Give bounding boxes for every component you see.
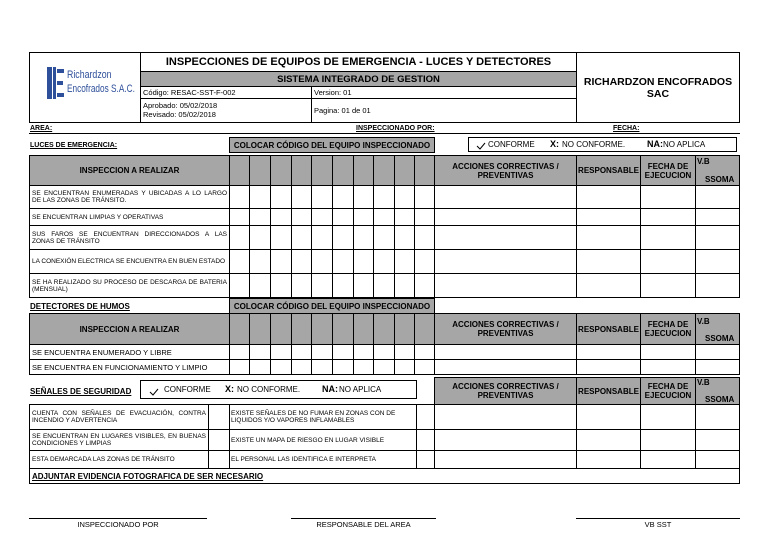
legend-no-conforme: NO CONFORME. [562,140,626,149]
code-header-cell [270,313,292,345]
vb-label: V.B [697,378,710,387]
code-header-cell [311,313,333,345]
code-cell[interactable] [229,344,250,360]
table-row-label: SE ENCUENTRA ENUMERADO Y LIBRE [29,344,230,360]
legend-conforme: CONFORME [488,140,535,149]
evidence-note: ADJUNTAR EVIDENCIA FOTOGRAFICA DE SER NECESARIO [29,468,740,484]
code-cell[interactable] [414,208,435,226]
table-row-label: SE ENCUENTRAN EN LUGARES VISIBLES, EN BUENAS CONDICIONES Y LIMPIAS [29,429,209,451]
acciones-cell[interactable] [434,359,577,375]
code-cell[interactable] [332,344,354,360]
document-code: Código: RESAC-SST-F-002 [140,86,312,99]
senales-header-acciones: ACCIONES CORRECTIVAS / PREVENTIVAS [434,377,577,405]
code-cell[interactable] [311,208,333,226]
code-cell[interactable] [229,249,250,274]
table-row-label: EXISTE SEÑALES DE NO FUMAR EN ZONAS CON DE LIQUIDOS Y/O VAPORES INFLAMABLES [229,404,417,430]
fecha-cell[interactable] [640,249,696,274]
code-cell[interactable] [249,208,271,226]
signature-line-responsable [291,518,436,519]
code-cell[interactable] [353,359,374,375]
responsable-cell[interactable] [576,344,641,360]
legend-na: NA: [647,139,663,149]
responsable-cell[interactable] [576,404,641,430]
code-cell[interactable] [249,185,271,209]
table-row-label: EXISTE UN MAPA DE RIESGO EN LUGAR VISIBLE [229,429,417,451]
code-cell[interactable] [291,185,312,209]
senales-header-vb [695,377,740,405]
code-cell[interactable] [291,273,312,298]
legend-na: NA: [322,384,338,394]
code-cell[interactable] [414,249,435,274]
legend-x: X: [550,139,559,149]
acciones-cell[interactable] [434,249,577,274]
code-header-cell [229,155,250,186]
check-icon [476,142,486,150]
vb-cell[interactable] [695,450,740,469]
table-row-label: CUENTA CON SEÑALES DE EVACUACIÓN, CONTRA INCENDIO Y ADVERTENCIA [29,404,209,430]
code-header-cell [353,313,374,345]
code-cell[interactable] [311,344,333,360]
fecha-cell[interactable] [640,429,696,451]
check-cell[interactable] [208,429,230,451]
code-header-cell [414,155,435,186]
legend-x: X: [225,384,234,394]
code-cell[interactable] [394,225,415,250]
code-cell[interactable] [229,273,250,298]
code-cell[interactable] [353,185,374,209]
code-cell[interactable] [311,249,333,274]
check-cell[interactable] [208,450,230,469]
code-header-cell [249,313,271,345]
code-cell[interactable] [394,273,415,298]
code-cell[interactable] [270,185,292,209]
info-underline [29,133,740,134]
vb-cell[interactable] [695,273,740,298]
company-name [576,52,740,123]
code-cell[interactable] [291,225,312,250]
code-cell[interactable] [332,273,354,298]
company-logo [47,67,135,99]
code-cell[interactable] [249,249,271,274]
ssoma-label: SSOMA [705,175,735,184]
code-cell[interactable] [291,344,312,360]
luces-header-responsable: RESPONSABLE [576,155,641,186]
check-cell[interactable] [416,429,435,451]
logo-text-line2: Encofrados S.A.C. [67,83,135,95]
revised-date: Revisado: 05/02/2018 [143,110,216,119]
table-row-label: SE ENCUENTRA EN FUNCIONAMIENTO Y LIMPIO [29,359,230,375]
table-row-label: SE ENCUENTRAN ENUMERADAS Y UBICADAS A LO LARGO DE LAS ZONAS DE TRÁNSITO. [29,185,230,209]
code-cell[interactable] [353,249,374,274]
code-cell[interactable] [270,208,292,226]
signature-line-vb [576,518,740,519]
check-cell[interactable] [416,450,435,469]
code-cell[interactable] [414,344,435,360]
code-cell[interactable] [394,249,415,274]
code-cell[interactable] [373,249,395,274]
code-cell[interactable] [291,208,312,226]
code-cell[interactable] [311,273,333,298]
logo-text-line1: Richardzon [67,69,112,81]
code-cell[interactable] [332,185,354,209]
code-cell[interactable] [414,359,435,375]
code-header-cell [414,313,435,345]
responsable-cell[interactable] [576,208,641,226]
code-cell[interactable] [414,273,435,298]
vb-cell[interactable] [695,359,740,375]
vb-label: V.B [697,157,710,166]
table-row-label: EL PERSONAL LAS IDENTIFICA E INTERPRETA [229,450,417,469]
code-cell[interactable] [353,208,374,226]
vb-cell[interactable] [695,249,740,274]
detectores-colocar-header: COLOCAR CÓDIGO DEL EQUIPO INSPECCIONADO [229,298,435,314]
code-cell[interactable] [249,273,271,298]
area-label: AREA: [30,125,53,132]
code-header-cell [394,155,415,186]
senales-header-fecha: FECHA DE EJECUCION [640,377,696,405]
fecha-cell[interactable] [640,404,696,430]
signature-label-responsable: RESPONSABLE DEL AREA [316,520,411,529]
vb-cell[interactable] [695,404,740,430]
code-cell[interactable] [270,273,292,298]
acciones-cell[interactable] [434,273,577,298]
acciones-cell[interactable] [434,225,577,250]
signature-line-inspector [29,518,207,519]
fecha-cell[interactable] [640,273,696,298]
code-cell[interactable] [270,344,292,360]
document-subtitle: SISTEMA INTEGRADO DE GESTION [140,71,577,87]
code-cell[interactable] [229,208,250,226]
luces-colocar-header: COLOCAR CÓDIGO DEL EQUIPO INSPECCIONADO [229,137,435,153]
code-header-cell [311,155,333,186]
code-cell[interactable] [270,225,292,250]
detectores-header-responsable: RESPONSABLE [576,313,641,345]
responsable-cell[interactable] [576,429,641,451]
code-cell[interactable] [270,249,292,274]
document-dates [140,98,312,123]
check-cell[interactable] [208,404,230,430]
code-cell[interactable] [332,249,354,274]
company-name-line2: SAC [646,87,670,100]
code-cell[interactable] [373,359,395,375]
luces-header-inspeccion: INSPECCION A REALIZAR [29,155,230,186]
code-cell[interactable] [229,359,250,375]
detectores-header-vb [695,313,740,345]
code-cell[interactable] [311,359,333,375]
acciones-cell[interactable] [434,404,577,430]
legend-conforme: CONFORME [164,385,211,394]
check-icon [149,388,159,396]
responsable-cell[interactable] [576,359,641,375]
code-cell[interactable] [394,208,415,226]
senales-header-responsable: RESPONSABLE [576,377,641,405]
signature-label-vb: VB SST [644,520,672,529]
code-cell[interactable] [394,359,415,375]
code-cell[interactable] [353,344,374,360]
logo-box [29,52,141,123]
senales-legend [140,380,417,399]
detectores-section-title: DETECTORES DE HUMOS [30,302,130,311]
code-cell[interactable] [394,185,415,209]
acciones-cell[interactable] [434,344,577,360]
table-row-label: SUS FAROS SE ENCUENTRAN DIRECCIONADOS A LAS ZONAS DE TRÁNSITO [29,225,230,250]
code-cell[interactable] [373,273,395,298]
code-cell[interactable] [291,249,312,274]
acciones-cell[interactable] [434,208,577,226]
luces-header-fecha: FECHA DE EJECUCION [640,155,696,186]
code-cell[interactable] [373,185,395,209]
fecha-cell[interactable] [640,344,696,360]
responsable-cell[interactable] [576,273,641,298]
code-cell[interactable] [249,359,271,375]
document-title: INSPECCIONES DE EQUIPOS DE EMERGENCIA - LUCES Y DETECTORES [140,52,577,72]
check-cell[interactable] [416,404,435,430]
code-cell[interactable] [373,344,395,360]
logo-mark-icon [47,67,65,99]
vb-cell[interactable] [695,225,740,250]
date-label: FECHA: [613,125,640,132]
legend-no-aplica: NO APLICA [663,140,706,149]
responsable-cell[interactable] [576,225,641,250]
code-header-cell [332,313,354,345]
code-cell[interactable] [332,208,354,226]
code-header-cell [332,155,354,186]
code-cell[interactable] [270,359,292,375]
signature-label-inspector: INSPECCIONADO POR [77,520,159,529]
code-cell[interactable] [229,185,250,209]
acciones-cell[interactable] [434,185,577,209]
table-row-label: SE ENCUENTRAN LIMPIAS Y OPERATIVAS [29,208,230,226]
fecha-cell[interactable] [640,185,696,209]
code-cell[interactable] [414,225,435,250]
code-cell[interactable] [332,225,354,250]
code-cell[interactable] [229,225,250,250]
detectores-header-acciones: ACCIONES CORRECTIVAS / PREVENTIVAS [434,313,577,345]
company-name-line1: RICHARDZON ENCOFRADOS [583,75,733,88]
code-cell[interactable] [311,225,333,250]
code-cell[interactable] [311,185,333,209]
document-page: Pagina: 01 de 01 [311,98,577,123]
code-cell[interactable] [353,273,374,298]
vb-cell[interactable] [695,344,740,360]
code-header-cell [229,313,250,345]
code-cell[interactable] [291,359,312,375]
legend-no-conforme: NO CONFORME. [237,385,301,394]
table-row-label: SE HA REALIZADO SU PROCESO DE DESCARGA DE BATERIA (MENSUAL) [29,273,230,298]
approved-date: Aprobado: 05/02/2018 [143,101,218,110]
fecha-cell[interactable] [640,208,696,226]
inspector-label: INSPECCIONADO POR: [356,125,435,132]
code-header-cell [249,155,271,186]
code-header-cell [373,313,395,345]
code-cell[interactable] [373,225,395,250]
code-header-cell [291,155,312,186]
code-cell[interactable] [414,185,435,209]
ssoma-label: SSOMA [705,334,735,343]
acciones-cell[interactable] [434,429,577,451]
table-row-label: LA CONEXIÓN ELECTRICA SE ENCUENTRA EN BUEN ESTADO [29,249,230,274]
code-cell[interactable] [249,344,271,360]
code-cell[interactable] [332,359,354,375]
responsable-cell[interactable] [576,249,641,274]
vb-cell[interactable] [695,208,740,226]
code-cell[interactable] [353,225,374,250]
detectores-header-fecha: FECHA DE EJECUCION [640,313,696,345]
luces-section-title: LUCES DE EMERGENCIA: [30,142,118,149]
detectores-header-inspeccion: INSPECCION A REALIZAR [29,313,230,345]
luces-legend [468,137,737,152]
code-header-cell [353,155,374,186]
legend-no-aplica: NO APLICA [339,385,382,394]
acciones-cell[interactable] [434,450,577,469]
fecha-cell[interactable] [640,359,696,375]
code-header-cell [373,155,395,186]
code-cell[interactable] [394,344,415,360]
luces-header-acciones: ACCIONES CORRECTIVAS / PREVENTIVAS [434,155,577,186]
fecha-cell[interactable] [640,225,696,250]
table-row-label: ESTA DEMARCADA LAS ZONAS DE TRÁNSITO [29,450,209,469]
code-cell[interactable] [373,208,395,226]
code-cell[interactable] [249,225,271,250]
code-header-cell [394,313,415,345]
vb-label: V.B [697,317,710,326]
fecha-cell[interactable] [640,450,696,469]
luces-header-vb [695,155,740,186]
ssoma-label: SSOMA [705,395,735,404]
responsable-cell[interactable] [576,185,641,209]
code-header-cell [270,155,292,186]
senales-section-title: SEÑALES DE SEGURIDAD [30,387,132,396]
vb-cell[interactable] [695,185,740,209]
code-header-cell [291,313,312,345]
responsable-cell[interactable] [576,450,641,469]
document-version: Version: 01 [311,86,577,99]
vb-cell[interactable] [695,429,740,451]
